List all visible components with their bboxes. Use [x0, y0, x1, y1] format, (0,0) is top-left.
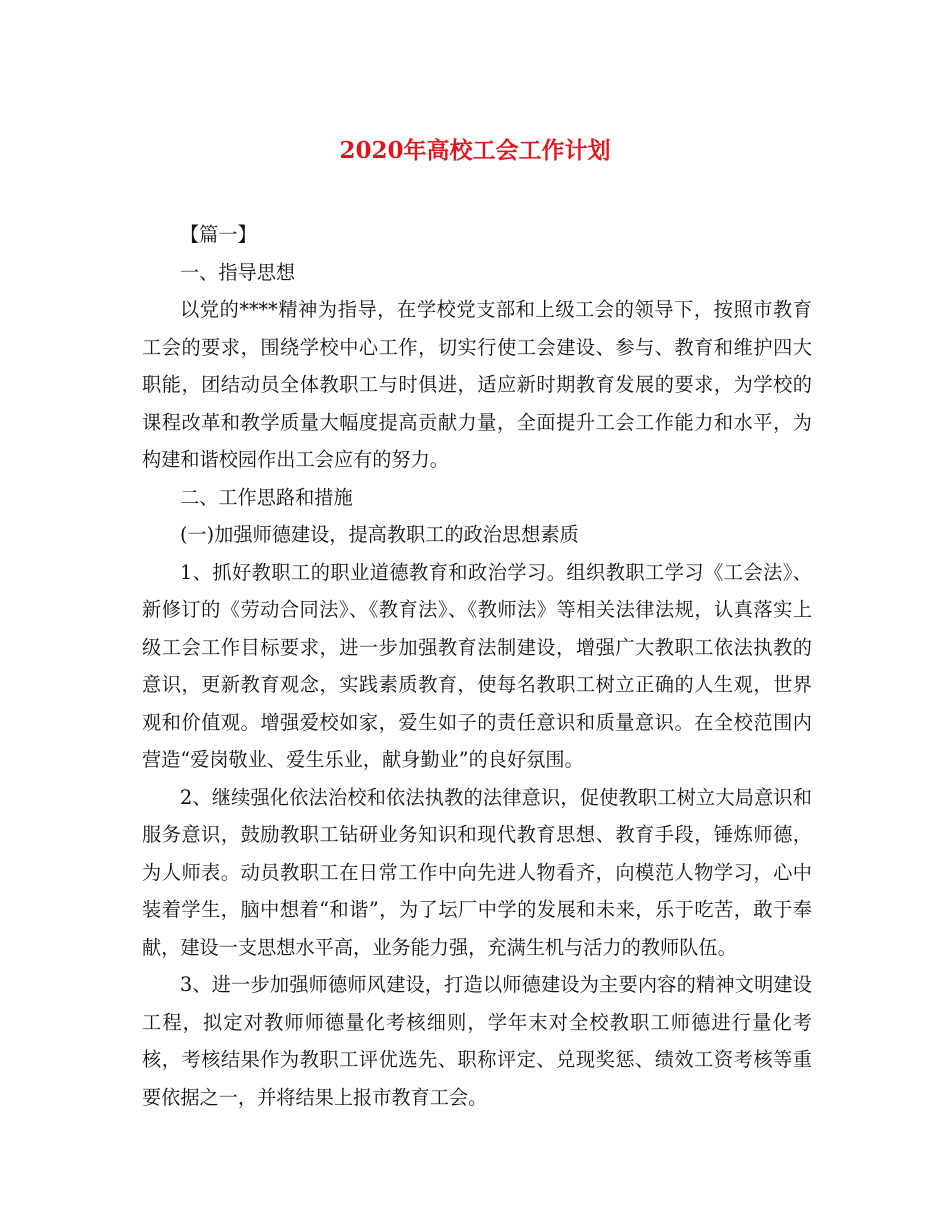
document-title: 2020年高校工会工作计划 — [339, 137, 611, 164]
section-marker: 【篇一】 — [180, 223, 257, 246]
paragraph-item-3: 3、进一步加强师德师风建设，打造以师德建设为主要内容的精神文明建设工程，拟定对教师师德量化考核细则，学年末对全校教职工师德进行量化考核，考核结果作为教职工评优选先、职称评定、兑现奖惩、绩效工资考核等重要依据之一，并将结果上报市教育工会。 — [142, 973, 812, 1109]
heading-work-ideas: 二、工作思路和措施 — [180, 485, 353, 509]
subheading-teacher-ethics: (一)加强师德建设，提高教职工的政治思想素质 — [180, 523, 579, 546]
paragraph-item-2: 2、继续强化依法治校和依法执教的法律意识，促使教职工树立大局意识和服务意识，鼓励教职工钻研业务知识和现代教育思想、教育手段，锤炼师德，为人师表。动员教职工在日常工作中向先进人物看齐，向模范人物学习，心中装着学生，脑中想着“和谐”，为了坛厂中学的发展和未来，乐于吃苦，敢于奉献，建设一支思想水平高，业务能力强，充满生机与活力的教师队伍。 — [142, 785, 812, 959]
paragraph-guiding-ideology: 以党的****精神为指导，在学校党支部和上级工会的领导下，按照市教育工会的要求，围绕学校中心工作，切实行使工会建设、参与、教育和维护四大职能，团结动员全体教职工与时俱进，适应新时期教育发展的要求，为学校的课程改革和教学质量大幅度提高贡献力量，全面提升工会工作能力和水平，为构建和谐校园作出工会应有的努力。 — [142, 298, 812, 471]
paragraph-item-1: 1、抓好教职工的职业道德教育和政治学习。组织教职工学习《工会法》、新修订的《劳动合同法》、《教育法》、《教师法》等相关法律法规，认真落实上级工会工作目标要求，进一步加强教育法制建设，增强广大教职工依法执教的意识，更新教育观念，实践素质教育，使每名教职工树立正确的人生观，世界观和价值观。增强爱校如家，爱生如子的责任意识和质量意识。在全校范围内营造“爱岗敬业、爱生乐业，献身勤业”的良好氛围。 — [142, 560, 812, 771]
document-body — [142, 216, 812, 1116]
heading-guiding-ideology: 一、指导思想 — [180, 260, 296, 284]
